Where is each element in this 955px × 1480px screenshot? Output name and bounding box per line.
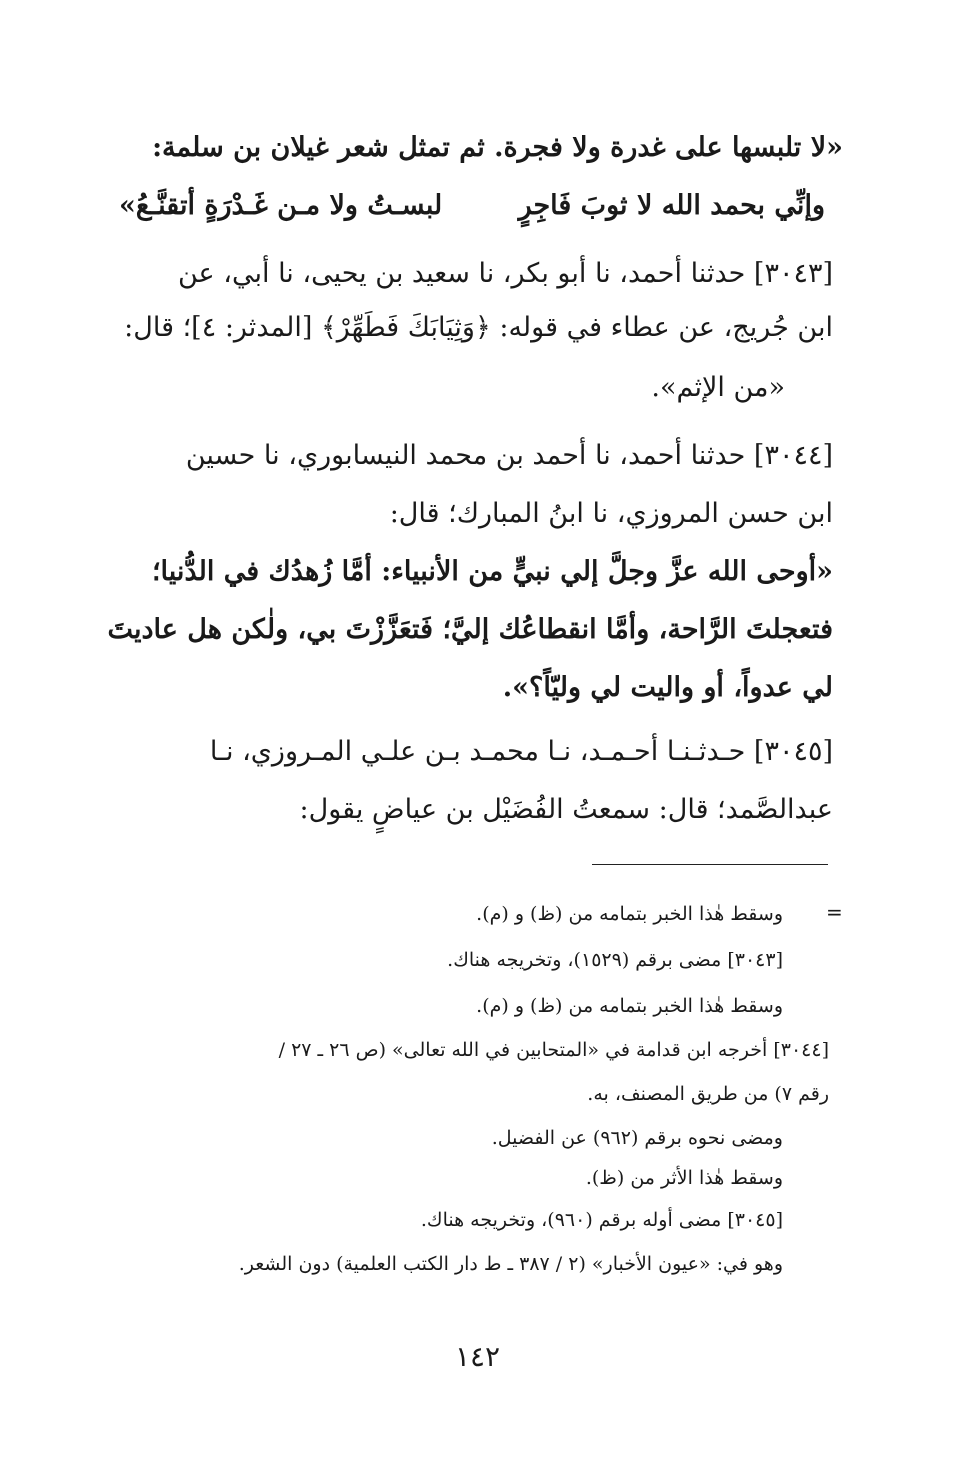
entry-3043-line1: [٣٠٤٣] حدثنا أحمد، نا أبو بكر، نا سعيد بن يحيى، نا أبي، عن (178, 258, 833, 289)
entry-3044-line2: ابن حسن المروزي، نا ابنُ المبارك؛ قال: (389, 498, 833, 529)
entry-3045-line1: [٣٠٤٥] حـدثـنـا أحـمـد، نـا محمـد بـن علـي المـروزي، نـا (209, 736, 833, 767)
footnote-continuation-mark: = (826, 900, 843, 924)
verse-right-hemistich: وإنِّي بحمد الله لا ثوبَ فَاجِرٍ (518, 190, 825, 221)
footnote-line: [٣٠٤٣] مضى برقم (١٥٢٩)، وتخريجه هناك. (447, 949, 783, 971)
footnote-line: ومضى نحوه برقم (٩٦٢) عن الفضيل. (491, 1127, 783, 1149)
footnote-line: وسقط هٰذا الأثر من (ظ). (585, 1167, 783, 1189)
entry-3044-quote-line3: لي عدواً، أو واليت لي وليّاً؟». (502, 672, 833, 703)
footnote-line: وهو في: «عيون الأخبار» (٢ / ٣٨٧ ـ ط دار الكتب العلمية) دون الشعر. (238, 1253, 783, 1275)
entry-3043-line2: ابن جُريج، عن عطاء في قوله: ﴿وَثِيَابَكَ فَطَهِّرْ﴾ [المدثر: ٤]؛ قال: (124, 312, 833, 343)
entry-3044-quote-line2: فتعجلتَ الرَّاحة، وأمَّا انقطاعُك إليَّ؛ فَتعَزَّزْتَ بي، ولٰكن هل عاديتَ (107, 614, 833, 645)
poetry-verse (119, 186, 825, 226)
page-number: ١٤٢ (454, 1340, 501, 1373)
verse-left-hemistich: لبسـتُ ولا مـن غَـدْرَةٍ أتقنَّـعُ» (119, 190, 443, 221)
footnote-line: [٣٠٤٥] مضى أوله برقم (٩٦٠)، وتخريجه هناك. (420, 1209, 783, 1231)
footnote-line: وسقط هٰذا الخبر بتمامه من (ظ) و (م). (476, 995, 783, 1017)
footnote-line: رقم ٧) من طريق المصنف، به. (587, 1083, 829, 1105)
quote-intro-line: «لا تلبسها على غدرة ولا فجرة. ثم تمثل شعر غيلان بن سلمة: (152, 132, 843, 163)
entry-3044-line1: [٣٠٤٤] حدثنا أحمد، نا أحمد بن محمد النيسابوري، نا حسين (185, 440, 833, 471)
footnote-line: [٣٠٤٤] أخرجه ابن قدامة في «المتحابين في الله تعالى» (ص ٢٦ ـ ٢٧ / (278, 1039, 829, 1061)
entry-3043-line3: «من الإثم». (651, 372, 785, 403)
entry-3044-quote-line1: «أوحى الله عزَّ وجلَّ إلي نبيٍّ من الأنبياء: أمَّا زُهدُك في الدُّنيا؛ (151, 556, 833, 587)
entry-3045-line2: عبدالصَّمد؛ قال: سمعتُ الفُضَيْل بن عياضٍ يقول: (299, 794, 833, 825)
footnote-separator (592, 864, 828, 865)
footnote-line: وسقط هٰذا الخبر بتمامه من (ظ) و (م). (476, 903, 783, 925)
